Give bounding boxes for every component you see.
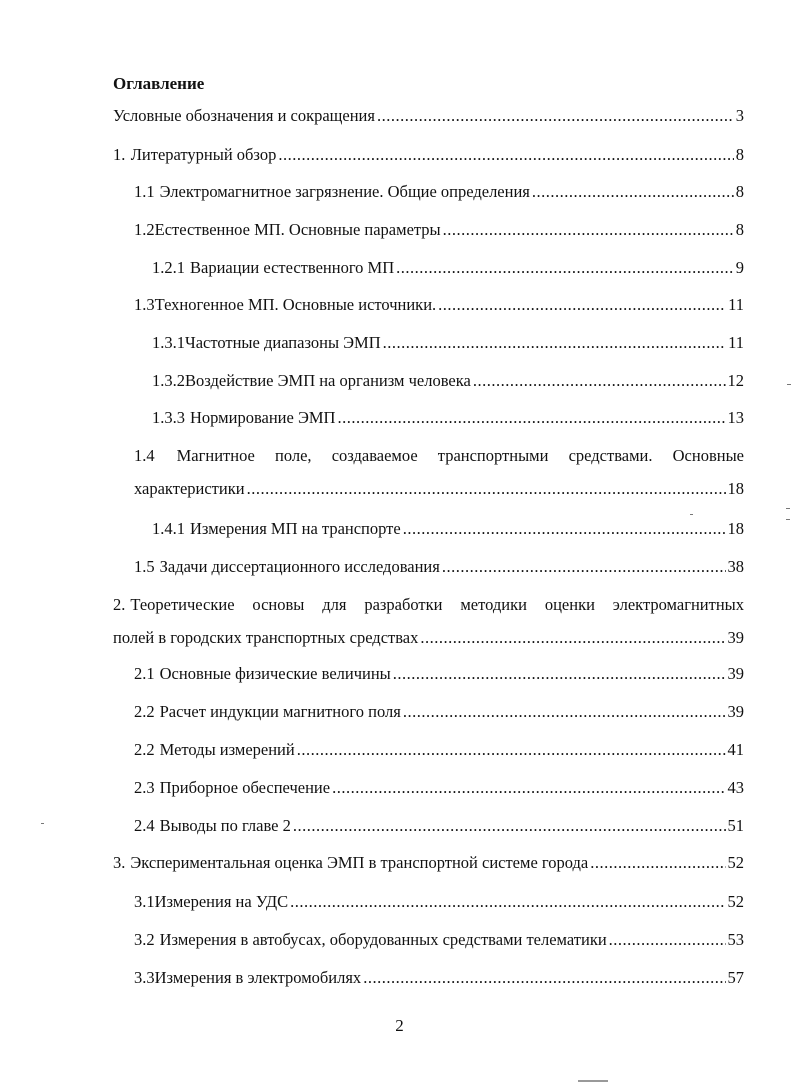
toc-entry-page: 18: [727, 519, 744, 538]
scan-speck: [41, 823, 44, 824]
toc-entry[interactable]: [113, 106, 744, 126]
toc-entry[interactable]: [152, 333, 744, 353]
toc-entry-title: Теоретические основы для разработки методики оценки электромагнитных: [130, 595, 744, 614]
toc-entry[interactable]: [134, 892, 744, 912]
toc-entry[interactable]: [134, 664, 744, 684]
toc-entry-title: Естественное МП. Основные параметры: [154, 220, 441, 239]
toc-entry[interactable]: [134, 702, 744, 722]
toc-entry-number: 1.: [113, 145, 126, 164]
toc-leader-dots: [590, 853, 725, 873]
toc-entry-page: 52: [727, 853, 744, 872]
toc-entry-title: Электромагнитное загрязнение. Общие определения: [159, 182, 530, 201]
toc-entry-page: 18: [727, 479, 744, 498]
scan-speck: [690, 514, 693, 515]
toc-entry-number: 1.2.1: [152, 258, 185, 277]
toc-leader-dots: [442, 557, 726, 577]
toc-entry-title: Нормирование ЭМП: [190, 408, 336, 427]
scan-speck: [786, 519, 790, 520]
toc-entry-number: 3.3: [134, 968, 155, 987]
toc-entry-page: 39: [727, 664, 744, 683]
toc-leader-dots: [332, 778, 725, 798]
toc-entry[interactable]: [134, 778, 744, 798]
toc-entry[interactable]: [152, 371, 744, 391]
toc-leader-dots: [532, 182, 734, 202]
toc-entry-title: Техногенное МП. Основные источники.: [154, 295, 437, 314]
toc-entry-page: 43: [727, 778, 744, 797]
toc-entry-number: 1.3.3: [152, 408, 185, 427]
toc-leader-dots: [438, 295, 726, 315]
toc-leader-dots: [297, 740, 726, 760]
toc-leader-dots: [377, 106, 734, 126]
toc-leader-dots: [337, 408, 725, 428]
toc-entry-page: 53: [727, 930, 744, 949]
toc-leader-dots: [403, 519, 726, 539]
toc-entry-page: 39: [727, 702, 744, 721]
toc-entry[interactable]: [134, 740, 744, 760]
toc-entry-page: 41: [727, 740, 744, 759]
toc-leader-dots: [247, 479, 726, 499]
toc-entry-title: Вариации естественного МП: [190, 258, 395, 277]
toc-entry-page: 3: [735, 106, 744, 125]
toc-entry[interactable]: [134, 968, 744, 988]
toc-entry-page: 13: [727, 408, 744, 427]
toc-leader-dots: [293, 816, 726, 836]
toc-entry[interactable]: [152, 408, 744, 428]
toc-entry-page: 11: [728, 295, 744, 314]
toc-entry-number: 2.: [113, 595, 126, 614]
toc-leader-dots: [443, 220, 734, 240]
toc-entry-number: 1.3.2: [152, 371, 185, 390]
toc-entry-page: 8: [735, 145, 744, 164]
toc-entry[interactable]: [113, 853, 744, 873]
toc-entry-title: Литературный обзор: [130, 145, 277, 164]
toc-entry-number: 2.1: [134, 664, 155, 683]
toc-entry[interactable]: [152, 258, 744, 278]
toc-leader-dots: [473, 371, 726, 391]
toc-entry-number: 1.3.1: [152, 333, 185, 352]
page-number: 2: [395, 1016, 404, 1035]
toc-entry[interactable]: [134, 816, 744, 836]
toc-entry-title: Частотные диапазоны ЭМП: [185, 333, 381, 352]
toc-leader-dots: [290, 892, 725, 912]
toc-entry-number: 2.4: [134, 816, 155, 835]
toc-entry-page: 12: [727, 371, 744, 390]
toc-entry-title: Измерения в автобусах, оборудованных средствами телематики: [159, 930, 607, 949]
toc-entry-title: Методы измерений: [159, 740, 295, 759]
toc-entry-title: Выводы по главе 2: [159, 816, 291, 835]
toc-entry-page: 52: [727, 892, 744, 911]
toc-leader-dots: [420, 628, 725, 648]
toc-entry-number: 1.3: [134, 295, 155, 314]
toc-leader-dots: [396, 258, 734, 278]
toc-entry[interactable]: [134, 295, 744, 315]
toc-entry-title: Условные обозначения и сокращения: [113, 106, 375, 125]
toc-entry-page: 11: [728, 333, 744, 352]
toc-entry-page: 38: [727, 557, 744, 576]
toc-entry[interactable]: [134, 220, 744, 240]
toc-entry-multiline[interactable]: [134, 446, 744, 499]
toc-entry-title: Воздействие ЭМП на организм человека: [185, 371, 471, 390]
toc-entry-title: Измерения МП на транспорте: [190, 519, 401, 538]
toc-entry[interactable]: [113, 145, 744, 165]
toc-leader-dots: [393, 664, 726, 684]
toc-entry-number: 1.4: [134, 446, 155, 465]
toc-entry-page: 8: [735, 220, 744, 239]
toc-entry-page: 39: [727, 628, 744, 647]
toc-entry-page: 51: [727, 816, 744, 835]
toc-entry-title: Основные физические величины: [159, 664, 391, 683]
scan-speck: [578, 1080, 608, 1082]
toc-entry-title-continued: характеристики: [134, 479, 245, 498]
toc-leader-dots: [609, 930, 726, 950]
toc-entry-number: 2.2: [134, 740, 155, 759]
toc-entry-title: Экспериментальная оценка ЭМП в транспортной системе города: [130, 853, 589, 872]
toc-entry-title: Задачи диссертационного исследования: [159, 557, 440, 576]
toc-entry-number: 3.2: [134, 930, 155, 949]
toc-entry-number: 1.4.1: [152, 519, 185, 538]
toc-leader-dots: [403, 702, 726, 722]
toc-entry-number: 2.3: [134, 778, 155, 797]
toc-entry-page: 9: [735, 258, 744, 277]
toc-entry-title-continued: полей в городских транспортных средствах: [113, 628, 419, 647]
toc-entry-number: 2.2: [134, 702, 155, 721]
toc-entry-number: 1.1: [134, 182, 155, 201]
toc-entry-page: 8: [735, 182, 744, 201]
toc-entry[interactable]: [134, 182, 744, 202]
scan-speck: [787, 384, 791, 385]
toc-entry[interactable]: [152, 519, 744, 539]
scan-speck: [786, 508, 790, 509]
toc-entry[interactable]: [134, 930, 744, 950]
toc-heading: Оглавление: [113, 74, 205, 93]
toc-leader-dots: [383, 333, 726, 353]
toc-entry-number: 1.5: [134, 557, 155, 576]
toc-entry-title: Расчет индукции магнитного поля: [159, 702, 401, 721]
toc-entry-title: Магнитное поле, создаваемое транспортными средствами. Основные: [176, 446, 744, 465]
toc-entry[interactable]: [134, 557, 744, 577]
toc-entry-title: Измерения на УДС: [154, 892, 289, 911]
toc-entry-title: Приборное обеспечение: [159, 778, 331, 797]
toc-entry-number: 3.1: [134, 892, 155, 911]
toc-entry-title: Измерения в электромобилях: [154, 968, 362, 987]
toc-leader-dots: [278, 145, 733, 165]
toc-entry-page: 57: [727, 968, 744, 987]
toc-entry-number: 3.: [113, 853, 126, 872]
toc-leader-dots: [363, 968, 725, 988]
toc-entry-number: 1.2: [134, 220, 155, 239]
toc-entry-multiline[interactable]: [113, 595, 744, 648]
